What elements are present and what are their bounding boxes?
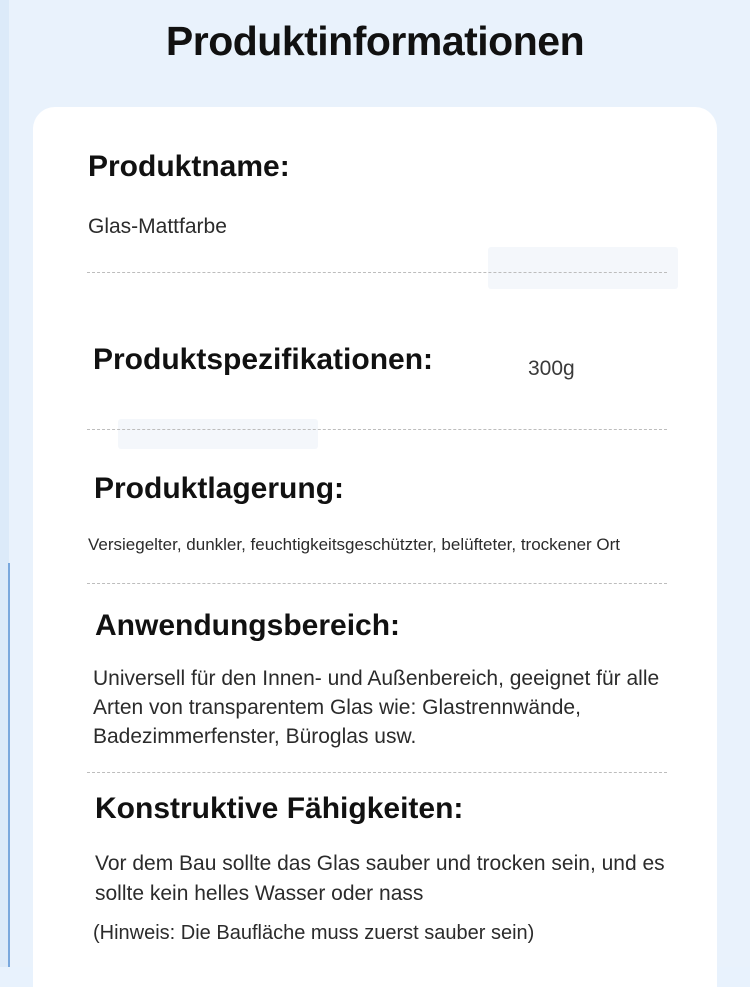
- left-accent-line: [8, 563, 10, 967]
- section-divider: [87, 429, 667, 430]
- section-divider: [87, 272, 667, 273]
- scan-artifact: [488, 247, 678, 289]
- section-divider: [87, 583, 667, 584]
- section-value: Vor dem Bau sollte das Glas sauber und trocken sein, und es sollte kein helles Wasser oder nass: [95, 852, 665, 905]
- page-title: Produktinformationen: [165, 18, 585, 64]
- section-heading: Konstruktive Fähigkeiten:: [95, 792, 464, 825]
- info-card: [33, 107, 717, 987]
- section-heading: Anwendungsbereich:: [95, 609, 401, 642]
- section-value: Universell für den Innen- und Außenbereich, geeignet für alle Arten von transparentem Glas wie: Glastrennwände, Badezimmerfenster, Büroglas usw.: [93, 667, 660, 748]
- scan-artifact: [118, 419, 318, 449]
- section-heading: Produktlagerung:: [94, 472, 345, 505]
- section-divider: [87, 772, 667, 773]
- section-value: Glas-Mattfarbe: [88, 215, 227, 238]
- section-note: (Hinweis: Die Baufläche muss zuerst sauber sein): [93, 922, 535, 944]
- section-value: 300g: [528, 357, 575, 380]
- section-heading: Produktname:: [88, 150, 290, 183]
- section-value: Versiegelter, dunkler, feuchtigkeitsgeschützter, belüfteter, trockener Ort: [88, 535, 621, 554]
- section-heading: Produktspezifikationen:: [93, 343, 434, 376]
